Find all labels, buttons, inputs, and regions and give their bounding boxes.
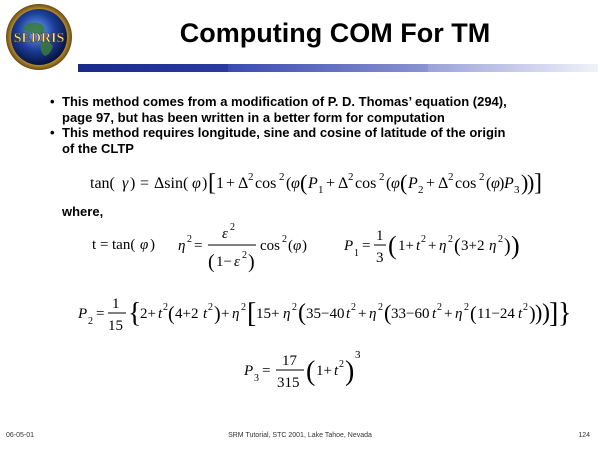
svg-text:2: 2 xyxy=(479,171,485,183)
svg-text:3: 3 xyxy=(254,373,259,384)
svg-text:1: 1 xyxy=(318,184,324,196)
svg-text:): ) xyxy=(511,231,520,260)
svg-text:tan(: tan( xyxy=(112,237,136,253)
svg-text:t: t xyxy=(334,363,339,379)
bullet-line: page 97, but has been written in a better form for computation xyxy=(62,109,445,125)
svg-text:2: 2 xyxy=(498,234,503,245)
svg-text:2: 2 xyxy=(378,302,383,313)
svg-text:t: t xyxy=(518,306,523,322)
svg-text:t: t xyxy=(92,237,97,253)
svg-text:): ) xyxy=(504,235,511,257)
svg-text:+: + xyxy=(226,175,236,192)
equation-p1-def xyxy=(344,222,524,274)
svg-text:35−40: 35−40 xyxy=(306,306,345,322)
svg-text:1+: 1+ xyxy=(316,363,332,379)
svg-text:2: 2 xyxy=(279,171,285,183)
svg-text:ε: ε xyxy=(234,254,240,270)
svg-text:2: 2 xyxy=(242,250,247,261)
svg-text:+: + xyxy=(444,306,453,322)
bullet-item xyxy=(50,94,590,125)
equation-t-def xyxy=(92,233,172,257)
svg-text:(: ( xyxy=(168,303,175,325)
svg-text:(: ( xyxy=(384,300,392,325)
svg-text:(: ( xyxy=(306,356,316,387)
svg-text:2: 2 xyxy=(351,302,356,313)
bullet-item xyxy=(50,125,590,156)
svg-text:+: + xyxy=(426,175,436,192)
svg-text:[: [ xyxy=(247,298,257,329)
equation-p3-def xyxy=(244,345,374,399)
svg-text:(: ( xyxy=(400,170,408,195)
svg-text:2: 2 xyxy=(464,302,469,313)
svg-text:1+: 1+ xyxy=(398,238,414,254)
svg-text:315: 315 xyxy=(277,375,300,391)
bullet-dot: • xyxy=(50,94,55,109)
svg-text:(: ( xyxy=(300,170,308,195)
svg-text:Δ: Δ xyxy=(438,175,449,192)
svg-text:[: [ xyxy=(208,170,216,196)
svg-text:Δ: Δ xyxy=(238,175,249,192)
svg-text:t: t xyxy=(203,306,208,322)
svg-text:+: + xyxy=(358,306,367,322)
svg-text:): ) xyxy=(499,175,505,192)
svg-text:φ: φ xyxy=(140,237,149,253)
svg-text:P: P xyxy=(408,175,418,192)
svg-text:15+: 15+ xyxy=(256,306,280,322)
svg-text:cos: cos xyxy=(455,175,477,192)
bullet-list xyxy=(50,94,590,156)
svg-text:2: 2 xyxy=(523,302,528,313)
svg-text:2: 2 xyxy=(230,222,235,233)
svg-text:2: 2 xyxy=(208,302,213,313)
svg-text:1−: 1− xyxy=(216,254,232,270)
svg-text:=: = xyxy=(140,175,150,192)
svg-text:]: ] xyxy=(534,170,542,196)
svg-text:cos: cos xyxy=(255,175,277,192)
svg-text:=: = xyxy=(194,238,203,254)
logo-text: SEDRIS xyxy=(13,31,65,46)
svg-text:P: P xyxy=(504,175,514,192)
svg-text:): ) xyxy=(202,175,208,192)
svg-text:3: 3 xyxy=(355,349,361,361)
bullet-line: This method comes from a modification of P. D. Thomas’ equation (294), xyxy=(62,94,507,109)
svg-text:η: η xyxy=(439,238,447,254)
svg-text:2: 2 xyxy=(448,171,454,183)
svg-text:): ) xyxy=(529,303,536,325)
svg-text:Δsin(: Δsin( xyxy=(154,175,189,192)
svg-text:P: P xyxy=(308,175,318,192)
svg-text:P: P xyxy=(344,238,354,254)
svg-text:): ) xyxy=(130,175,136,192)
svg-text:η: η xyxy=(455,306,463,322)
svg-text:t: t xyxy=(158,306,163,322)
svg-text:1: 1 xyxy=(216,175,224,192)
svg-text:=: = xyxy=(96,306,105,322)
svg-text:1: 1 xyxy=(112,296,120,312)
svg-text:η: η xyxy=(283,306,291,322)
svg-text:2: 2 xyxy=(241,302,246,313)
svg-text:(: ( xyxy=(470,303,477,325)
svg-text:η: η xyxy=(369,306,377,322)
svg-text:Δ: Δ xyxy=(338,175,349,192)
footer-page-number: 124 xyxy=(578,432,590,439)
bullet-line: This method requires longitude, sine and cosine of latitude of the origin xyxy=(62,125,506,140)
svg-text:cos: cos xyxy=(355,175,377,192)
svg-text:η: η xyxy=(232,306,240,322)
bullet-dot: • xyxy=(50,125,55,140)
svg-text:=: = xyxy=(262,363,271,379)
where-label: where, xyxy=(62,204,104,219)
svg-text:ε: ε xyxy=(222,226,228,242)
equation-eta2-def xyxy=(178,220,318,276)
svg-text:2: 2 xyxy=(339,359,344,370)
svg-text:tan(: tan( xyxy=(90,175,115,192)
svg-text:φ: φ xyxy=(293,238,302,254)
svg-text:2: 2 xyxy=(379,171,385,183)
svg-text:2: 2 xyxy=(282,234,287,245)
svg-text:2: 2 xyxy=(248,171,254,183)
svg-text:γ: γ xyxy=(122,175,129,192)
svg-text:2: 2 xyxy=(348,171,354,183)
svg-text:2: 2 xyxy=(418,184,424,196)
svg-text:η: η xyxy=(489,238,497,254)
footer-date: 06-05-01 xyxy=(6,432,35,439)
svg-text:): ) xyxy=(302,238,307,254)
svg-text:φ: φ xyxy=(192,175,201,192)
svg-text:P: P xyxy=(244,363,254,379)
svg-text:(: ( xyxy=(388,231,397,260)
svg-text:1: 1 xyxy=(354,248,359,259)
svg-text:(: ( xyxy=(454,235,461,257)
footer-center-text: SRM Tutorial, STC 2001, Lake Tahoe, Nevada xyxy=(228,432,372,439)
svg-text:t: t xyxy=(432,306,437,322)
slide-title: Computing COM For TM xyxy=(179,18,491,48)
svg-text:11−24: 11−24 xyxy=(477,306,515,322)
svg-text:}: } xyxy=(558,298,572,329)
svg-text:3+2: 3+2 xyxy=(461,238,485,254)
svg-text:2: 2 xyxy=(187,234,192,245)
bullet-line: of the CLTP xyxy=(62,140,134,156)
svg-text:2: 2 xyxy=(88,316,93,327)
svg-text:(: ( xyxy=(288,238,293,254)
svg-text:): ) xyxy=(542,300,550,326)
svg-text:3: 3 xyxy=(514,184,520,196)
svg-text:=: = xyxy=(362,238,371,254)
svg-text:=: = xyxy=(100,237,109,253)
svg-text:2: 2 xyxy=(448,234,453,245)
svg-text:P: P xyxy=(78,306,88,322)
title-rule xyxy=(78,64,598,72)
svg-text:]: ] xyxy=(549,298,559,329)
svg-text:(: ( xyxy=(486,175,492,192)
equation-p2-def xyxy=(78,288,578,342)
svg-text:2+: 2+ xyxy=(140,306,156,322)
svg-text:): ) xyxy=(345,356,355,387)
svg-text:33−60: 33−60 xyxy=(391,306,430,322)
svg-text:φ: φ xyxy=(491,175,500,192)
svg-text:+: + xyxy=(326,175,336,192)
svg-text:2: 2 xyxy=(421,234,426,245)
svg-text:): ) xyxy=(248,251,255,273)
svg-text:+: + xyxy=(221,306,230,322)
svg-text:3: 3 xyxy=(376,250,384,266)
svg-text:(: ( xyxy=(386,175,392,192)
svg-text:2: 2 xyxy=(163,302,168,313)
svg-text:): ) xyxy=(214,303,221,325)
svg-text:cos: cos xyxy=(260,238,280,254)
svg-text:{: { xyxy=(128,298,142,329)
svg-text:t: t xyxy=(416,238,421,254)
svg-text:+: + xyxy=(428,238,437,254)
svg-text:η: η xyxy=(178,238,186,254)
svg-text:4+2: 4+2 xyxy=(175,306,199,322)
svg-text:t: t xyxy=(346,306,351,322)
svg-text:1: 1 xyxy=(376,228,384,244)
svg-text:φ: φ xyxy=(291,175,300,192)
svg-text:17: 17 xyxy=(282,353,297,369)
svg-text:(: ( xyxy=(298,300,306,326)
svg-text:): ) xyxy=(150,237,155,253)
svg-text:(: ( xyxy=(208,251,215,273)
sedris-logo xyxy=(3,2,75,72)
svg-text:): ) xyxy=(521,170,529,195)
svg-text:2: 2 xyxy=(437,302,442,313)
svg-text:φ: φ xyxy=(391,175,400,192)
svg-text:(: ( xyxy=(286,175,292,192)
equation-tan-gamma xyxy=(88,168,548,202)
svg-text:2: 2 xyxy=(292,302,297,313)
svg-text:): ) xyxy=(527,170,535,195)
svg-text:15: 15 xyxy=(108,318,123,334)
svg-text:): ) xyxy=(535,300,543,325)
